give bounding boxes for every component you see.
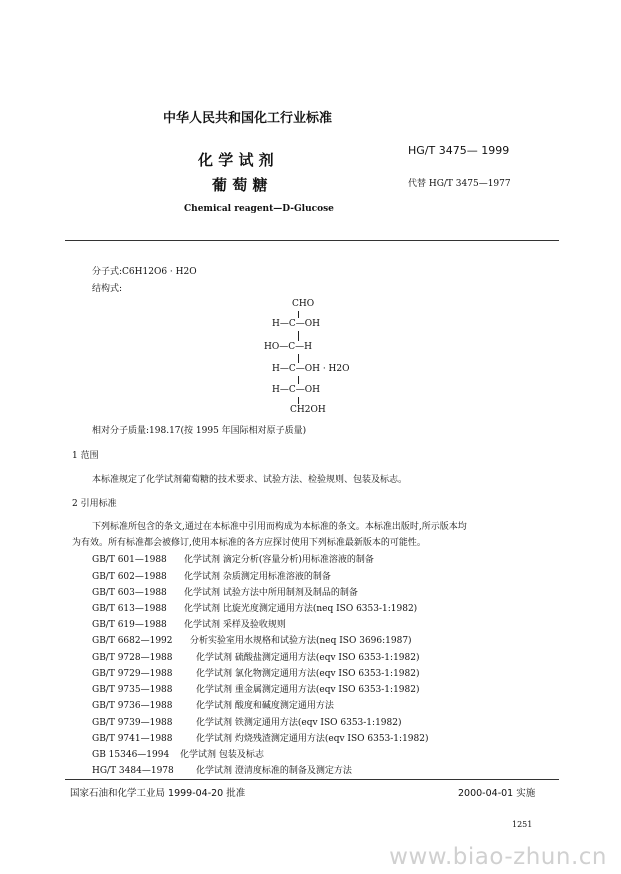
bond xyxy=(298,397,299,404)
org-title: 中华人民共和国化工行业标准 xyxy=(163,111,333,126)
reference-item xyxy=(92,585,358,598)
reference-title: 化学试剂 酸度和碱度测定通用方法 xyxy=(196,701,334,711)
title-line-1: 化 学 试 剂 xyxy=(198,151,274,169)
reference-code: GB/T 9729—1988 xyxy=(92,669,173,679)
approval-line: 国家石油和化学工业局 1999-04-20 批准 xyxy=(70,788,246,799)
reference-item xyxy=(92,731,429,744)
standard-number: HG/T 3475— 1999 xyxy=(408,144,510,157)
reference-item xyxy=(92,552,374,565)
atom-cho: CHO xyxy=(292,299,315,309)
reference-title: 化学试剂 澄清度标准的制备及测定方法 xyxy=(196,766,352,776)
reference-code: GB/T 9741—1988 xyxy=(92,734,173,744)
reference-code: GB/T 619—1988 xyxy=(92,620,167,630)
page-number: 1251 xyxy=(512,820,533,829)
header-divider xyxy=(65,240,559,241)
reference-title: 分析实验室用水规格和试验方法(neq ISO 3696:1987) xyxy=(190,636,412,646)
bond xyxy=(298,331,299,341)
english-title: Chemical reagent—D-Glucose xyxy=(184,204,334,214)
scope-text: 本标准规定了化学试剂葡萄糖的技术要求、试验方法、检验规则、包装及标志。 xyxy=(92,475,408,485)
reference-code: GB/T 613—1988 xyxy=(92,604,167,614)
reference-code: GB/T 9736—1988 xyxy=(92,701,173,711)
reference-title: 化学试剂 重金属测定通用方法(eqv ISO 6353-1:1982) xyxy=(196,685,420,695)
atom-ch2oh: CH2OH xyxy=(290,405,326,415)
reference-item xyxy=(92,633,412,646)
bond xyxy=(298,311,299,318)
reference-item xyxy=(92,682,420,695)
reference-code: GB/T 6682—1992 xyxy=(92,636,173,646)
references-intro-2: 为有效。所有标准都会被修订,使用本标准的各方应探讨使用下列标准最新版本的可能性。 xyxy=(72,538,426,548)
reference-title: 化学试剂 硫酸盐测定通用方法(eqv ISO 6353-1:1982) xyxy=(196,653,420,663)
reference-title: 化学试剂 包装及标志 xyxy=(180,750,264,760)
atom-row-3: H—C—OH · H2O xyxy=(272,364,350,374)
reference-item xyxy=(92,601,417,614)
reference-code: GB/T 602—1988 xyxy=(92,572,167,582)
structure-label: 结构式: xyxy=(92,284,123,294)
reference-item xyxy=(92,715,402,728)
reference-title: 化学试剂 采样及验收规则 xyxy=(184,620,286,630)
reference-title: 化学试剂 试验方法中所用制剂及制品的制备 xyxy=(184,588,358,598)
references-intro-1: 下列标准所包含的条文,通过在本标准中引用而构成为本标准的条文。本标准出版时,所示版本均 xyxy=(92,522,467,532)
reference-title: 化学试剂 比旋光度测定通用方法(neq ISO 6353-1:1982) xyxy=(184,604,418,614)
atom-row-1: H—C—OH xyxy=(272,319,320,329)
reference-title: 化学试剂 氯化物测定通用方法(eqv ISO 6353-1:1982) xyxy=(196,669,420,679)
bond xyxy=(298,376,299,384)
reference-code: GB/T 9739—1988 xyxy=(92,718,173,728)
reference-code: GB/T 9735—1988 xyxy=(92,685,173,695)
reference-title: 化学试剂 铁测定通用方法(eqv ISO 6353-1:1982) xyxy=(196,718,402,728)
replaces-standard: 代替 HG/T 3475—1977 xyxy=(408,179,511,189)
reference-code: GB/T 601—1988 xyxy=(92,555,167,565)
reference-code: GB/T 603—1988 xyxy=(92,588,167,598)
effective-date: 2000-04-01 实施 xyxy=(458,788,536,799)
title-line-2: 葡 萄 糖 xyxy=(212,176,268,194)
reference-code: HG/T 3484—1978 xyxy=(92,766,174,776)
reference-item xyxy=(92,763,352,776)
atom-row-4: H—C—OH xyxy=(272,385,320,395)
reference-code: GB/T 9728—1988 xyxy=(92,653,173,663)
reference-title: 化学试剂 灼烧残渣测定通用方法(eqv ISO 6353-1:1982) xyxy=(196,734,429,744)
molar-mass: 相对分子质量:198.17(按 1995 年国际相对原子质量) xyxy=(92,426,307,436)
reference-title: 化学试剂 杂质测定用标准溶液的制备 xyxy=(184,572,331,582)
reference-item xyxy=(92,698,334,711)
reference-code: GB 15346—1994 xyxy=(92,750,170,760)
reference-item xyxy=(92,747,264,760)
molecular-formula: 分子式:C6H12O6 · H2O xyxy=(92,267,197,277)
scope-heading: 1 范围 xyxy=(72,451,99,461)
reference-item xyxy=(92,650,420,663)
reference-item xyxy=(92,617,286,630)
watermark: www.biao-zhun.cn xyxy=(389,844,607,870)
reference-title: 化学试剂 滴定分析(容量分析)用标准溶液的制备 xyxy=(184,555,374,565)
footer-divider xyxy=(65,779,559,780)
reference-item xyxy=(92,569,331,582)
reference-item xyxy=(92,666,420,679)
references-heading: 2 引用标准 xyxy=(72,499,117,509)
bond xyxy=(298,354,299,363)
atom-row-2: HO—C—H xyxy=(264,342,312,352)
